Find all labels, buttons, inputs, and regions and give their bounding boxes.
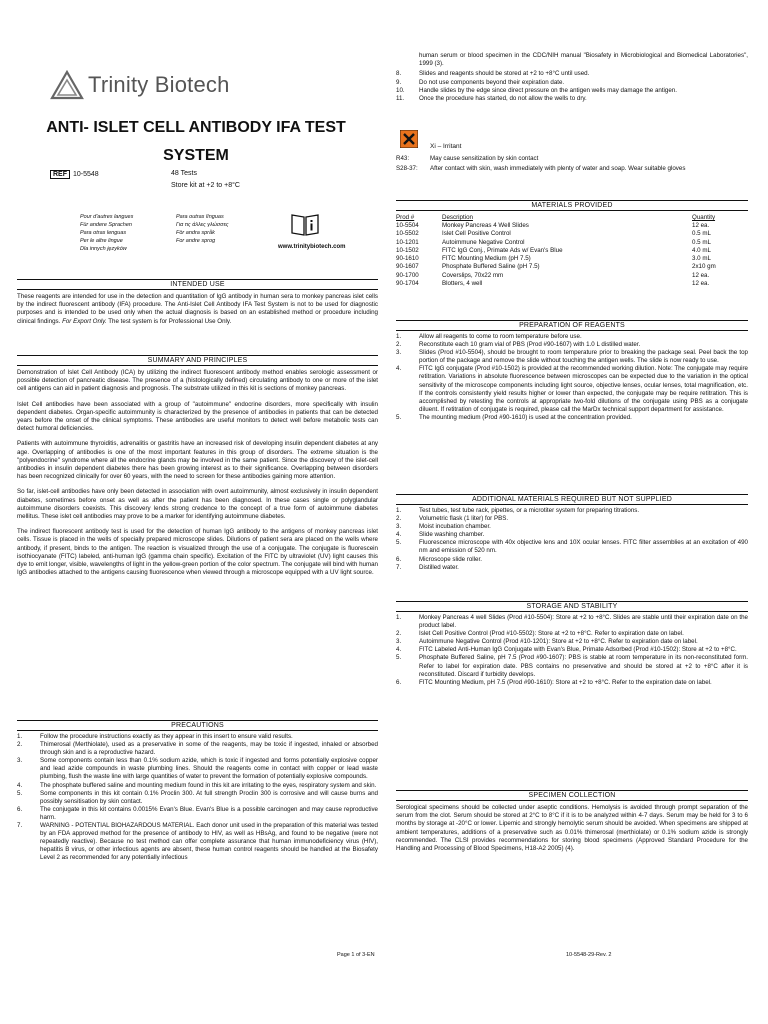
list-item (17, 822, 378, 862)
table-cell: FITC Mounting Medium (pH 7.5) (442, 255, 531, 263)
column-header: Prod # (396, 214, 415, 221)
item-text: The mounting medium (Prod #90-1610) is used at the concentration provided. (419, 413, 632, 421)
item-number: 6. (17, 805, 23, 813)
table-row (396, 222, 748, 230)
item-number: 4. (396, 365, 402, 373)
additional-materials-section (396, 494, 748, 572)
item-number: 1. (396, 614, 402, 621)
item-text: FITC Mounting Medium, pH 7.5 (Prod #90-1610): Store at +2 to +8°C. Refer to the expiration date on label. (419, 678, 712, 686)
list-item (396, 365, 748, 414)
item-text: Microscope slide roller. (419, 555, 482, 563)
item-text: Distilled water. (419, 563, 459, 571)
summary-paragraph: Islet Cell antibodies have been associated with a group of "autoimmune" endocrine disorders, more specifically with insulin dependent diabetes. Organ-specific autoimmunity is characterized by the presence of antibodies in patients that can be detected years before the onset of the clinical symptoms. These antibodies are useful monitors to detect well before metabolic tests can detect humoral deficiencies. (17, 400, 378, 433)
summary-paragraph: The indirect fluorescent antibody test is used for the detection of human IgG antibody to the antigens of monkey pancreas islet cells. Tissue is placed in the wells of specially prepared microscope slides. Dilutions of patient sera are placed on the wells where antibody, if present, binds to the antigen. The reaction is visualized through the use of a conjugate. The conjugate is fluorescein isothiocyanate (FITC) labeled, anti-human IgG (gamma chain specific). Excitation of the FITC by ultraviolet (UV) light causes this dye to emit longer, visible, wavelengths of light in the yellow-green portion of the color spectrum. The conjugate will bind with human IgG antibodies attached to the antigens causing fluorescence when viewed through a microscope equipped with a UV light source. (17, 528, 378, 577)
list-item (17, 806, 378, 822)
safety-phrase: S28-37: After contact with skin, wash immediately with plenty of water and soap. Wear suitable gloves (396, 165, 686, 172)
list-item (17, 733, 378, 741)
item-number: 3. (396, 638, 402, 646)
table-cell: 12 ea. (692, 271, 710, 279)
ref-code: REF 10-5548 (50, 170, 99, 179)
item-text: Reconstitute each 10 gram vial of PBS (Prod #90-1607) with 1.0 L distilled water. (419, 341, 641, 349)
section-title: STORAGE AND STABILITY (396, 601, 748, 612)
list-item (396, 95, 748, 103)
list-item (396, 556, 748, 564)
item-text: Slides and reagents should be stored at +2 to +8°C until used. (419, 70, 590, 78)
item-text: Slide washing chamber. (419, 531, 485, 539)
item-text: Autoimmune Negative Control (Prod #10-1201): Store at +2 to +8°C. Refer to expiration date on label. (419, 638, 698, 646)
list-item (396, 646, 748, 654)
item-number: 2. (17, 741, 23, 749)
list-item (396, 654, 748, 678)
item-number: 10. (396, 86, 405, 94)
list-item (396, 531, 748, 539)
storage-section (396, 601, 748, 687)
list-item (17, 757, 378, 781)
language-list-b: Para outras línguas Για τις άλλες γλώσσες För andra språk For andre sprog (176, 214, 229, 244)
item-number: 1. (396, 507, 402, 514)
item-text: Volumetric flask (1 liter) for PBS. (419, 515, 509, 523)
item-number: 3. (396, 349, 402, 357)
table-cell: FITC IgG Conj., Primate Ads w/ Evan's Blue (442, 246, 563, 254)
additional-materials-list (396, 507, 748, 572)
trinity-logo-icon (50, 70, 84, 100)
precautions-list (17, 733, 378, 863)
item-number: 2. (396, 515, 402, 523)
list-item (396, 414, 748, 422)
table-row (396, 247, 748, 255)
list-item (396, 87, 748, 95)
item-number: 5. (396, 539, 402, 547)
item-text: Phosphate Buffered Saline, pH 7.5 (Prod #90-1607): PBS is stable at room temperature in its non-reconstituted form. Refer to label for expiration date. PBS contains no preservative and should be stored at +2 to +8°C after it is reconstituted. Discard if turbidity develops. (419, 654, 748, 678)
item-text: Handle slides by the edge since direct pressure on the antigen wells may damage the antigen. (419, 86, 677, 94)
section-title: PRECAUTIONS (17, 720, 378, 731)
item-text: Slides (Prod #10-5504), should be brought to room temperature prior to breaking the package seal. Peel back the top portion of the package and remove the slide without touching the antigen wells. The slide is now ready to use. (419, 349, 748, 365)
item-number: 4. (396, 646, 402, 654)
table-header-row (396, 214, 748, 222)
list-item (17, 741, 378, 757)
summary-paragraph: Demonstration of Islet Cell Antibody (ICA) by utilizing the indirect fluorescent antibody method enables serologic assessment or possible detection of pancreatic disease. The presence of a (histologically defined) circulating antibody to one or more of the islet cell antigens can aid in patient diagnosis and prognosis. The substrate utilized in this kit is sections of monkey pancreas. (17, 369, 378, 393)
table-cell: 10-1502 (396, 246, 419, 254)
specimen-text: Serological specimens should be collected under aseptic conditions. Hemolysis is avoided through prompt separation of the serum from the clot. Serum should be stored at 2°C to 8°C if it is to be analyzed within 4-7 days. Serum may be held for 3 to 6 months by storage at -20°C or lower. Lipemic and strongly hemolytic serum should be avoided. When specimens are shipped at ambient temperatures, additions of a preservative such as 0.01% thimerosal (merthiolate) or 0.1% sodium azide is strongly recommended. The CLSI provides recommendations for storing blood specimens (Approved Standard Procedure for the Handling and Processing of Blood Specimens, H18-A2 2005) (4). (396, 804, 748, 853)
item-text: Follow the procedure instructions exactly as they appear in this insert to ensure valid results. (40, 733, 293, 740)
section-title: MATERIALS PROVIDED (396, 200, 748, 211)
item-text: FITC Labeled Anti-Human IgG Conjugate with Evan's Blue, Primate Adsorbed (Prod #10-1502): Store at +2 to +8°C. (419, 646, 737, 654)
section-title: INTENDED USE (17, 279, 378, 290)
table-cell: 12 ea. (692, 222, 710, 229)
item-text: The phosphate buffered saline and mounting medium found in this kit are irritating to the eyes, respiratory system and skin. (40, 781, 377, 789)
table-cell: 4.0 mL (692, 246, 711, 254)
brand-logo (50, 70, 230, 100)
list-item (396, 539, 748, 555)
list-item (396, 630, 748, 638)
specimen-section (396, 790, 748, 853)
item-number: 7. (396, 563, 402, 571)
intended-use-section (17, 279, 378, 326)
item-text: WARNING - POTENTIAL BIOHAZARDOUS MATERIAL. Each donor unit used in the preparation of this material was tested by an FDA approved method for the presence of antibody to HIV, as well as HBsAg, and found to be negative (were not repeatedly reactive). Because no test method can offer complete assurance that human immunodeficiency virus (HIV), hepatitis B virus, or other infectious agents are absent, these human control reagents should be handled at the Biosafety Level 2 as recommended for any potentially infectious (40, 822, 378, 862)
table-cell: Blotters, 4 well (442, 280, 483, 288)
table-row (396, 272, 748, 280)
list-item (396, 341, 748, 349)
table-cell: Coverslips, 70x22 mm (442, 271, 504, 279)
test-count: 48 Tests (171, 170, 197, 177)
list-item (396, 523, 748, 531)
item-text: Allow all reagents to come to room temperature before use. (419, 333, 582, 340)
table-row (396, 280, 748, 288)
item-text: The conjugate in this kit contains 0.0015% Evan's Blue. Evan's Blue is a possible carcinogen and may cause reproductive harm. (40, 805, 378, 821)
summary-paragraph: So far, islet-cell antibodies have only been detected in association with overt autoimmunity, almost exclusively in insulin dependent diabetes, sometimes before onset as well as after the patient has been diagnosed. In these cases single or polyglandular autoimmune disorders coexists. This discovery lends strong credence to the concept of a true form of autoimmune diabetes mellitus. These islet cell antibodies may prove to be a marker for identifying autoimmune diabetes. (17, 488, 378, 521)
table-cell: Islet Cell Positive Control (442, 230, 511, 238)
table-cell: 90-1610 (396, 255, 419, 263)
section-title: ADDITIONAL MATERIALS REQUIRED BUT NOT SUPPLIED (396, 494, 748, 505)
item-number: 3. (396, 523, 402, 531)
table-cell: 3.0 mL (692, 255, 711, 263)
brand-name: Trinity Biotech (88, 72, 230, 97)
list-item (17, 782, 378, 790)
preparation-list (396, 333, 748, 422)
item-number: 5. (17, 789, 23, 797)
list-item (17, 790, 378, 806)
item-number: 9. (396, 78, 402, 86)
item-text: Islet Cell Positive Control (Prod #10-5502): Store at +2 to +8°C. Refer to expiration date on label. (419, 630, 684, 638)
list-item (396, 564, 748, 572)
item-text: Thimerosal (Merthiolate), used as a preservative in some of the reagents, may be toxic if ingested, inhaled or absorbed through skin and is a reproductive hazard. (40, 741, 378, 757)
precautions-section (17, 720, 378, 863)
page-number: Page 1 of 3-EN (337, 952, 375, 958)
table-cell: 0.5 mL (692, 230, 711, 238)
item-number: 1. (17, 733, 23, 740)
item-text: Some components contain less than 0.1% sodium azide, which is toxic if ingested and forms potentially explosive copper and lead azide compounds in waste plumbing lines. Should the reagents come in contact with copper or lead waste plumbing, flush the waste line with large quantities of water to prevent the formation of potentially explosive compounds. (40, 757, 378, 781)
table-cell: 10-1201 (396, 238, 419, 246)
list-item (396, 349, 748, 365)
item-text: Monkey Pancreas 4 well Slides (Prod #10-5504): Store at +2 to +8°C. Slides are stable until their expiration date on the product label. (419, 614, 748, 630)
irritant-hazard-icon (400, 130, 418, 148)
list-item (396, 638, 748, 646)
list-item (396, 507, 748, 515)
precautions-continued-list (396, 70, 748, 102)
precautions-continued (396, 52, 748, 103)
item-number: 7. (17, 822, 23, 830)
item-number: 5. (396, 654, 402, 662)
item-text: Some components in this kit contain 0.1% Proclin 300. At full strength Proclin 300 is corrosive and will cause burns and possibly sensitisation by skin contact. (40, 789, 378, 805)
item-number: 4. (17, 781, 23, 789)
item-number: 6. (396, 555, 402, 563)
intended-use-text: These reagents are intended for use in the detection and quantitation of IgG antibody in human sera to monkey pancreas islet cells by the indirect fluorescent antibody (IFA) procedure. The Anti-Islet Cell Antibody IFA Test System is not to be used for diagnostic purposes and is intended to be used only when the actual diagnosis is based on an established method or procedure including clinical findings. For Export Only. The test system is for Professional Use Only. (17, 293, 378, 325)
list-item (396, 515, 748, 523)
revision-code: 10-5548-29-Rev. 2 (566, 952, 612, 958)
item-number: 4. (396, 531, 402, 539)
table-cell: 12 ea. (692, 280, 710, 288)
item-number: 11. (396, 94, 405, 102)
column-header: Quantity (692, 214, 716, 221)
table-row (396, 263, 748, 271)
item-number: 1. (396, 333, 402, 340)
table-cell: Monkey Pancreas 4 Well Slides (442, 222, 529, 229)
storage-note: Store kit at +2 to +8°C (171, 182, 240, 189)
table-row (396, 255, 748, 263)
item-text: Test tubes, test tube rack, pipettes, or a microtiter system for preparing titrations. (419, 507, 640, 514)
table-cell: 10-5502 (396, 230, 419, 238)
storage-list (396, 614, 748, 687)
table-cell: 10-5504 (396, 222, 419, 229)
column-header: Description (442, 214, 473, 221)
website-link[interactable]: www.trinitybiotech.com (278, 244, 346, 250)
item-text: Once the procedure has started, do not allow the wells to dry. (419, 94, 587, 102)
item-number: 6. (396, 678, 402, 686)
table-cell: 90-1700 (396, 271, 419, 279)
section-title: SUMMARY AND PRINCIPLES (17, 355, 378, 366)
section-title: PREPARATION OF REAGENTS (396, 320, 748, 331)
ref-box: REF (50, 170, 70, 179)
summary-section (17, 355, 378, 577)
table-cell: Phosphate Buffered Saline (pH 7.5) (442, 263, 540, 271)
instructions-book-icon (291, 212, 319, 236)
table-cell: Autoimmune Negative Control (442, 238, 525, 246)
list-item (396, 70, 748, 78)
item-text: Fluorescence microscope with 40x objective lens and 10X ocular lenses. FITC filter assemblies at an excitation of 490 nm and emission of 520 nm. (419, 539, 748, 555)
summary-paragraph: Patients with autoimmune thyroiditis, adrenalitis or gastritis have an increased risk of developing insulin dependent diabetes at any age. Overlapping of antibodies is one of the most important features in this group of disorders. The extreme situation is the "polyendocrine" syndrome where all the endocrine glands may be involved in the same patient. Since the discovery of the islet-cell antibodies in insulin dependent diabetes there has been growing interest as to their significance. Overlapping between disorders has been recognized clinically for over 60 years, with the need to screen for these antibodies gaining more attention. (17, 440, 378, 481)
risk-phrase: R43: May cause sensitization by skin contact (396, 155, 539, 162)
item-number: 8. (396, 70, 402, 78)
item-number: 3. (17, 757, 23, 765)
item-text: FITC IgG conjugate (Prod #10-1502) is provided at the recommended working dilution. Note: The conjugate may require retitration. Variations in absolute fluorescence between microscopes can be expected due to the variation in the optical sensitivity of the microscope components including light source, objective lenses, ocular lenses, total magnification, etc. If the controls consistently yield results higher or lower than expected, the conjugate may be require retitration. This is accomplished by retesting the controls at appropriate two-fold dilutions of the conjugate using PBS as a conjugate diluent. If retitration of conjugate is required, please call the MarDx technical support department for assistance. (419, 365, 748, 413)
item-number: 5. (396, 413, 402, 421)
language-list-a: Pour d'autres langues Für andere Sprachen Para otras lenguas Per le altre lingue Dla innych języków (80, 214, 134, 252)
materials-section (396, 200, 748, 288)
item-number: 2. (396, 630, 402, 638)
item-number: 2. (396, 341, 402, 349)
list-item (396, 679, 748, 687)
table-row (396, 230, 748, 238)
table-row (396, 239, 748, 247)
list-item (396, 614, 748, 630)
continued-text: human serum or blood specimen in the CDC/NIH manual "Biosafety in Microbiological and Biomedical Laboratories", 1999 (3). (419, 52, 748, 68)
table-cell: 90-1704 (396, 280, 419, 288)
materials-table (396, 214, 748, 288)
item-text: Moist incubation chamber. (419, 523, 491, 531)
item-text: Do not use components beyond their expiration date. (419, 78, 565, 86)
table-cell: 0.5 mL (692, 238, 711, 246)
table-cell: 90-1607 (396, 263, 419, 271)
preparation-section (396, 320, 748, 422)
table-cell: 2x10 gm (692, 263, 716, 271)
page-title: ANTI- ISLET CELL ANTIBODY IFA TEST SYSTEM (46, 119, 346, 164)
section-title: SPECIMEN COLLECTION (396, 790, 748, 801)
list-item (396, 79, 748, 87)
hazard-label: Xi – Irritant (430, 143, 462, 150)
list-item (396, 333, 748, 341)
